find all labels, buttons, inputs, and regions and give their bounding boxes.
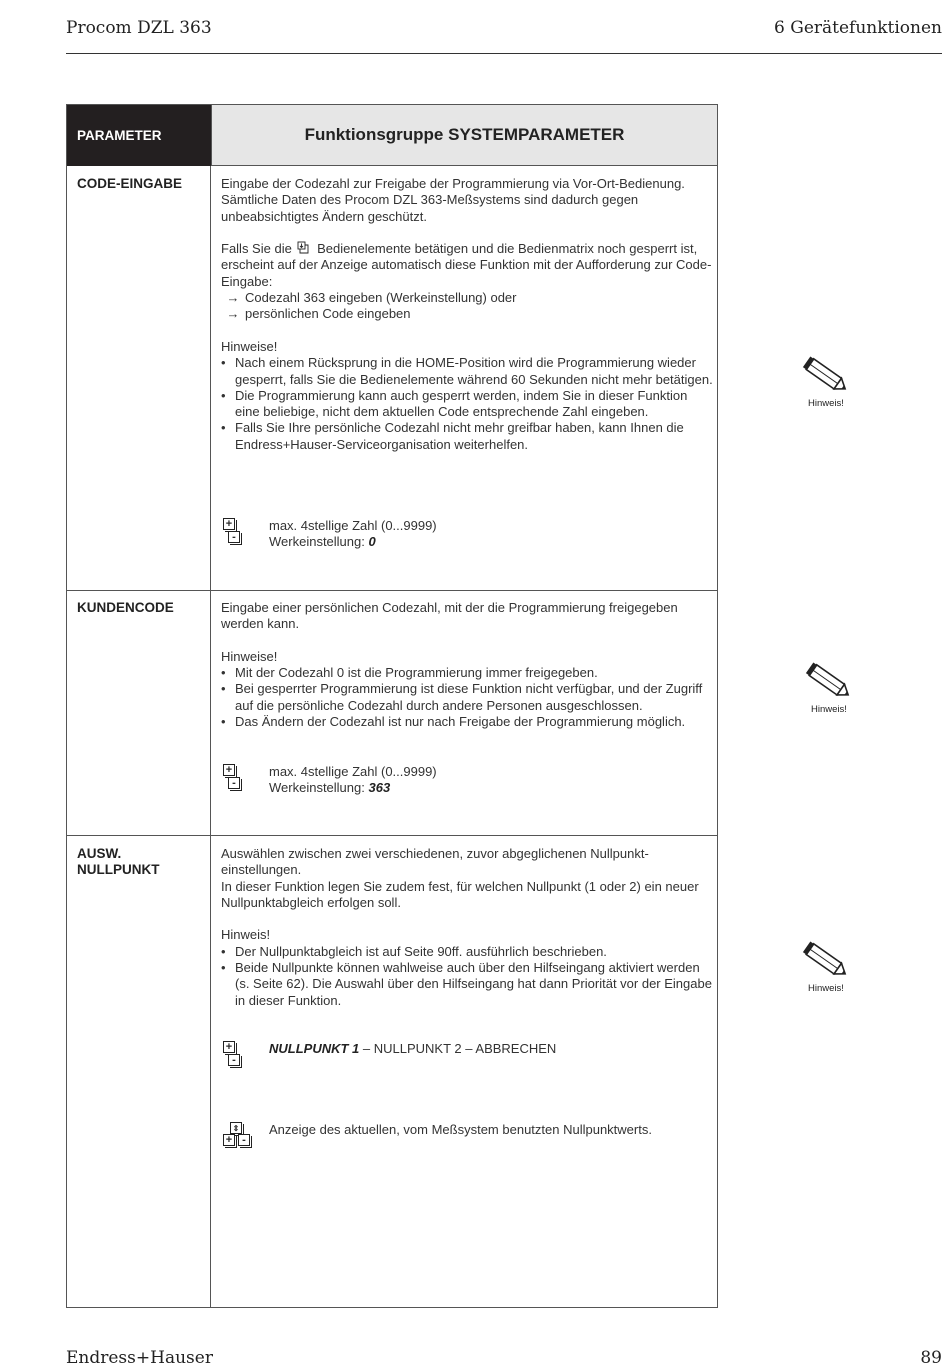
list-item: • Mit der Codezahl 0 ist die Programmierung immer freigegeben. (221, 665, 598, 681)
parameter-column-header: PARAMETER (67, 105, 211, 166)
row-label-ausw-nullpunkt: AUSW. NULLPUNKT (77, 846, 160, 877)
display-description: Anzeige des aktuellen, vom Meßsystem benutzten Nullpunktwerts. (269, 1122, 652, 1137)
margin-note-caption: Hinweis! (808, 983, 844, 994)
notes-title: Hinweise! (221, 338, 278, 354)
row-label-kundencode: KUNDENCODE (77, 600, 174, 615)
notes-title: Hinweise! (221, 648, 278, 664)
column-divider (210, 166, 211, 1307)
arrow-right-icon: → (226, 306, 240, 322)
plus-minus-keys-icon: + - (221, 518, 251, 550)
row-divider (67, 835, 717, 836)
value-range-kundencode: max. 4stellige Zahl (0...9999) Werkeinstellung: 363 (269, 764, 437, 796)
margin-note (799, 662, 859, 715)
list-item: • Die Programmierung kann auch gesperrt werden, indem Sie in dieser Funktion eine beliebige, nicht dem aktuellen Code entsprechende Zahl eingeben. (221, 387, 688, 420)
row-description-kundencode (221, 600, 713, 730)
value-range-code-eingabe: max. 4stellige Zahl (0...9999) Werkeinstellung: 0 (269, 518, 437, 550)
paragraph: Eingabe der Codezahl zur Freigabe der Programmierung via Vor-Ort-Bedienung. Sämtliche Daten des Procom DZL 363-Meßsystems sind dadurch gegen unbeabsichtigtes Ändern geschützt. (221, 176, 685, 224)
list-item: • Das Ändern der Codezahl ist nur nach Freigabe der Programmierung möglich. (221, 714, 686, 730)
function-group-title: Funktionsgruppe SYSTEMPARAMETER (211, 105, 717, 166)
list-item: • Beide Nullpunkte können wahlweise auch über den Hilfseingang aktiviert werden (s. Seite 62). Die Auswahl über den Hilfseingang hat dann Priorität vor der Eingabe in dieser Funktion. (221, 960, 712, 1008)
list-item: • Der Nullpunktabgleich ist auf Seite 90ff. ausführlich beschrieben. (221, 943, 607, 959)
option: NULLPUNKT 2 (373, 1041, 462, 1056)
list-item: • Falls Sie Ihre persönliche Codezahl nicht mehr greifbar haben, kann Ihnen die Endress+Hauser-Serviceorganisation weiterhelfen. (221, 420, 684, 452)
display-keys-icon: ⇕ + - (221, 1122, 255, 1154)
page-number: 89 (920, 1348, 942, 1368)
margin-note-caption: Hinweis! (808, 398, 844, 409)
list-item: • Nach einem Rücksprung in die HOME-Position wird die Programmierung wieder gesperrt, falls Sie die Bedienelemente während 60 Sekunden nicht mehr betätigen. (221, 355, 713, 387)
paragraph: Eingabe einer persönlichen Codezahl, mit der die Programmierung freigegeben werden kann. (221, 600, 678, 632)
list-item: • Bei gesperrter Programmierung ist diese Funktion nicht verfügbar, und der Zugriff auf die persönliche Codezahl durch andere Personen ausgeschlossen. (221, 681, 703, 713)
paragraph (221, 241, 713, 290)
plus-minus-keys-icon: + - (221, 764, 251, 796)
option: ABBRECHEN (475, 1041, 557, 1056)
margin-note-caption: Hinweis! (811, 704, 847, 715)
row-label-code-eingabe: CODE-EINGABE (77, 176, 183, 191)
plus-minus-keys-icon: + - (221, 1041, 251, 1073)
default-value: 363 (368, 780, 391, 796)
row-divider (67, 590, 717, 591)
pencil-icon (805, 662, 853, 702)
running-header-title: Procom DZL 363 (66, 18, 212, 38)
pencil-icon (802, 941, 850, 981)
row-description-ausw-nullpunkt (221, 846, 713, 1009)
running-header-chapter: 6 Gerätefunktionen (774, 18, 942, 38)
default-value: 0 (368, 534, 376, 550)
margin-note (796, 941, 856, 994)
selection-options: NULLPUNKT 1 – NULLPUNKT 2 – ABBRECHEN (269, 1041, 557, 1056)
arrow-right-icon: → (226, 290, 240, 306)
notes-title: Hinweis! (221, 927, 271, 943)
enter-key-icon (297, 241, 311, 255)
list-item: → Codezahl 363 eingeben (Werkeinstellung) oder (221, 290, 713, 306)
parameter-table (66, 104, 718, 1308)
list-item: → persönlichen Code eingeben (221, 306, 713, 322)
row-description-code-eingabe (221, 176, 713, 453)
option-selected: NULLPUNKT 1 (269, 1041, 360, 1056)
margin-note (796, 356, 856, 409)
pencil-icon (802, 356, 850, 396)
paragraph: Auswählen zwischen zwei verschiedenen, zuvor abgeglichenen Nullpunkt-einstellungen. (221, 846, 649, 878)
paragraph: In dieser Funktion legen Sie zudem fest, für welchen Nullpunkt (1 oder 2) ein neuer Nullpunktabgleich erfolgen soll. (221, 878, 699, 910)
footer-company: Endress+Hauser (66, 1348, 213, 1368)
text: Falls Sie die (221, 241, 292, 257)
header-rule (66, 53, 942, 54)
text: Bedienelemente betätigen und die Bedienmatrix noch gesperrt ist, erscheint auf der Anzeige automatisch diese Funktion mit der Aufforderung zur Code-Eingabe: (221, 241, 712, 289)
